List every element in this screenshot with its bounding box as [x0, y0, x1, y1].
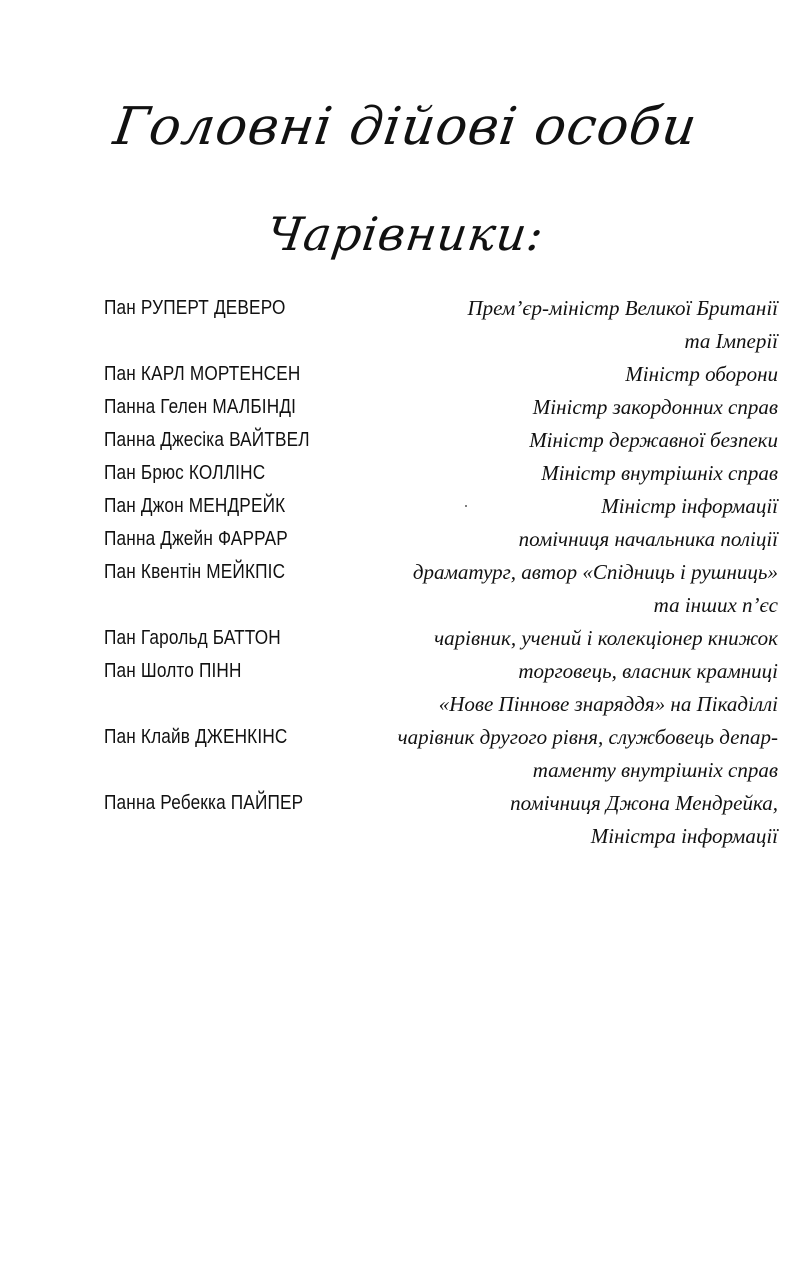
- character-role: Міністра інформації: [590, 824, 778, 848]
- character-name: Панна Джейн ФАРРАР: [104, 528, 288, 550]
- cast-entry: [0, 787, 811, 820]
- cast-entry: [0, 292, 811, 325]
- character-role: драматург, автор «Спідниць і рушниць»: [412, 560, 778, 584]
- character-name: Пан КАРЛ МОРТЕНСЕН: [104, 363, 301, 385]
- page-title: Головні дійові особи: [109, 97, 702, 157]
- character-role: торговець, власник крамниці: [518, 659, 778, 683]
- cast-entry: [0, 424, 811, 457]
- character-role: чарівник, учений і колекціонер книжок: [434, 626, 778, 650]
- character-role: чарівник другого рівня, службовець депар-: [397, 725, 778, 749]
- cast-entry: [0, 721, 811, 754]
- character-role: Міністр внутрішніх справ: [541, 461, 778, 485]
- cast-entry-continuation: [0, 688, 811, 721]
- character-role: «Нове Піннове знаряддя» на Пікаділлі: [438, 692, 778, 716]
- cast-entry: [0, 457, 811, 490]
- character-role: та Імперії: [684, 329, 778, 353]
- cast-entry: [0, 655, 811, 688]
- character-role: та інших п’єс: [653, 593, 778, 617]
- character-name: Пан Гарольд БАТТОН: [104, 627, 281, 649]
- cast-entry-continuation: [0, 820, 811, 853]
- cast-entry: [0, 556, 811, 589]
- character-name: Пан Клайв ДЖЕНКІНС: [104, 726, 288, 748]
- character-name: Пан Брюс КОЛЛІНС: [104, 462, 266, 484]
- cast-list: [0, 292, 811, 853]
- cast-entry: [0, 622, 811, 655]
- section-heading: Чарівники:: [263, 207, 548, 261]
- cast-entry: [0, 358, 811, 391]
- cast-entry: [0, 523, 811, 556]
- cast-entry: [0, 391, 811, 424]
- cast-entry: [0, 490, 811, 523]
- character-name: Панна Ребекка ПАЙПЕР: [104, 792, 304, 814]
- character-name: Панна Джесіка ВАЙТВЕЛ: [104, 429, 310, 451]
- character-role: Прем’єр-міністр Великої Британії: [467, 296, 778, 320]
- character-role: помічниця начальника поліції: [518, 527, 778, 551]
- character-name: Пан Квентін МЕЙКПІС: [104, 561, 286, 583]
- character-role: таменту внутрішніх справ: [532, 758, 778, 782]
- character-role: Міністр державної безпеки: [529, 428, 778, 452]
- cast-entry-continuation: [0, 754, 811, 787]
- character-name: Пан Джон МЕНДРЕЙК: [104, 495, 286, 517]
- character-name: Панна Гелен МАЛБІНДІ: [104, 396, 297, 418]
- cast-entry-continuation: [0, 325, 811, 358]
- print-speck: [465, 505, 467, 507]
- character-role: Міністр закордонних справ: [532, 395, 778, 419]
- cast-entry-continuation: [0, 589, 811, 622]
- character-role: Міністр оборони: [625, 362, 778, 386]
- character-name: Пан РУПЕРТ ДЕВЕРО: [104, 297, 286, 319]
- character-role: помічниця Джона Мендрейка,: [510, 791, 778, 815]
- character-name: Пан Шолто ПІНН: [104, 660, 242, 682]
- character-role: Міністр інформації: [601, 494, 778, 518]
